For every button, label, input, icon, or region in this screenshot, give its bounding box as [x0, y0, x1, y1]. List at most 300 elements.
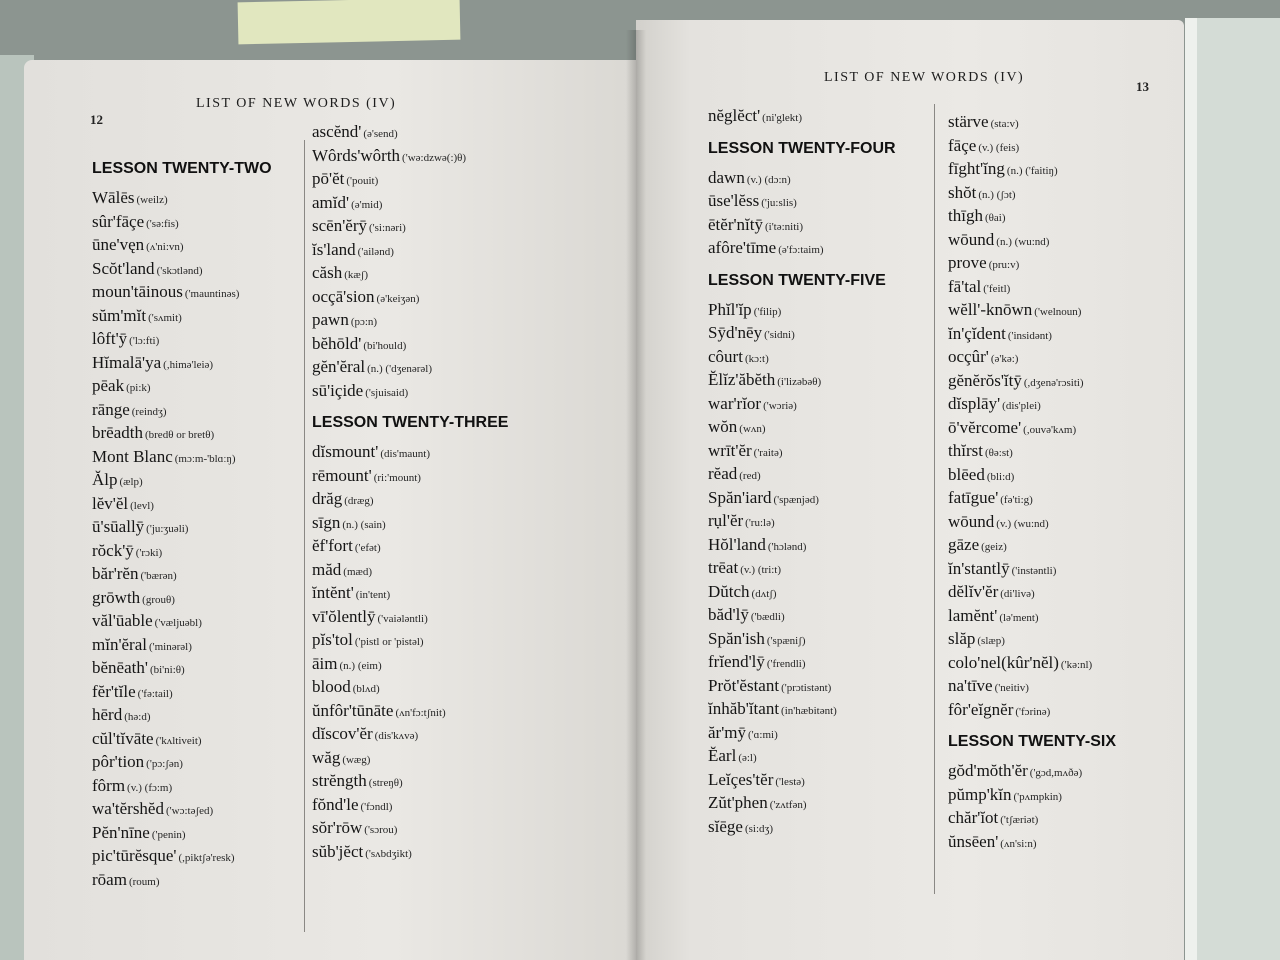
- vocab-word: ŭnsēen': [948, 831, 999, 851]
- vocab-word: pō'ĕt: [312, 169, 345, 188]
- vocab-entry: [948, 698, 1116, 722]
- pronunciation: ('sə:fis): [146, 217, 179, 230]
- word-column: [312, 120, 508, 863]
- vocab-entry: [948, 298, 1116, 322]
- vocab-entry: [312, 558, 508, 582]
- vocab-entry: [312, 816, 508, 840]
- column-rule: [304, 140, 305, 932]
- vocab-word: āim: [312, 653, 338, 673]
- pronunciation: (v.) (fɔ:m): [127, 781, 173, 794]
- pronunciation: ('minərəl): [148, 640, 192, 653]
- vocab-word: ĭnhăb'ĭtant: [708, 699, 780, 718]
- lesson-heading: LESSON TWENTY-SIX: [948, 733, 1117, 750]
- pronunciation: (fə'ti:g): [1000, 494, 1033, 506]
- pronunciation: (n.) (ʃɔt): [978, 188, 1016, 201]
- vocab-word: wrīt'ĕr: [708, 440, 752, 460]
- pronunciation: (bli:d): [986, 470, 1015, 483]
- vocab-entry: [92, 186, 272, 210]
- vocab-entry: [92, 750, 272, 774]
- pronunciation: ('prɔtistənt): [781, 681, 832, 694]
- vocab-word: Wôrds'wôrth: [312, 145, 401, 165]
- pronunciation: ('pistl or 'pistəl): [354, 636, 424, 648]
- pronunciation: (roum): [128, 875, 160, 888]
- vocab-entry: [708, 298, 896, 322]
- vocab-entry: [312, 652, 508, 676]
- vocab-word: Leĭçes'tĕr: [708, 769, 774, 789]
- vocab-entry: [948, 510, 1116, 534]
- pronunciation: (ʌn'fɔ:tʃnit): [395, 706, 446, 719]
- pronunciation: (ʌ'ni:vn): [146, 241, 184, 253]
- vocab-entry: [312, 261, 508, 285]
- vocab-entry: [312, 167, 508, 191]
- pronunciation: (levl): [130, 499, 154, 512]
- pronunciation: ('ɑ:mi): [748, 728, 778, 741]
- pronunciation: ('wə:dzwə(:)θ): [402, 151, 467, 164]
- vocab-word: gĕn'ĕral: [312, 357, 366, 376]
- vocab-entry: [708, 556, 896, 580]
- vocab-entry: [312, 840, 508, 864]
- vocab-entry: [948, 486, 1116, 510]
- vocab-word: sûr'fāçe: [92, 211, 145, 231]
- vocab-word: mĭn'ĕral: [92, 634, 147, 654]
- vocab-word: gĕnĕrŏs'ĭtȳ: [948, 370, 1022, 390]
- vocab-entry: [948, 557, 1116, 581]
- vocab-word: căsh: [312, 263, 343, 282]
- pronunciation: (in'tent): [355, 589, 391, 601]
- vocab-word: blēed: [948, 464, 985, 484]
- vocab-word: fīght'ĭng: [948, 159, 1005, 178]
- pronunciation: (n.) ('dʒenərəl): [367, 363, 432, 375]
- pronunciation: (si:dʒ): [744, 822, 774, 835]
- vocab-entry: [708, 166, 896, 190]
- vocab-entry: [708, 392, 896, 416]
- pronunciation: (lə'ment): [999, 611, 1039, 624]
- vocab-entry: [92, 280, 272, 304]
- vocab-word: ūne'vęn: [92, 235, 145, 254]
- right-page: [636, 20, 1184, 960]
- right-book-cover: [1185, 18, 1280, 960]
- pronunciation: (geiz): [981, 541, 1007, 553]
- vocab-word: moun'tāinous: [92, 282, 183, 301]
- pronunciation: ('raitə): [753, 446, 783, 459]
- vocab-word: nĕglĕct': [708, 106, 761, 125]
- vocab-entry: [948, 439, 1116, 463]
- pronunciation: ('pouit): [346, 175, 379, 187]
- pronunciation: (i'tə:niti): [764, 220, 804, 233]
- vocab-entry: [948, 204, 1116, 228]
- vocab-word: drăg: [312, 489, 343, 508]
- pronunciation: ('tʃæriət): [1000, 814, 1039, 826]
- vocab-word: scēn'ĕrȳ: [312, 216, 367, 235]
- pronunciation: (kæʃ): [344, 269, 369, 281]
- vocab-entry: [312, 238, 508, 262]
- vocab-word: Spăn'iard: [708, 487, 772, 507]
- pronunciation: ('kə:nl): [1060, 658, 1093, 671]
- vocab-entry: [312, 214, 508, 238]
- vocab-word: brēadth: [92, 423, 143, 442]
- pronunciation: (hə:d): [124, 711, 151, 723]
- running-head: LIST OF NEW WORDS (IV): [196, 96, 397, 111]
- vocab-entry: [708, 533, 896, 557]
- vocab-entry: [708, 321, 896, 345]
- vocab-entry: [92, 821, 272, 845]
- vocab-word: ascĕnd': [312, 122, 362, 141]
- vocab-word: slăp: [948, 629, 976, 648]
- vocab-entry: [948, 110, 1116, 134]
- vocab-entry: [708, 104, 896, 128]
- vocab-word: Wālēs: [92, 188, 135, 207]
- pronunciation: ('spænjəd): [773, 493, 819, 506]
- pronunciation: (θə:st): [984, 447, 1013, 459]
- vocab-word: fatīgue': [948, 488, 999, 507]
- vocab-entry: [708, 509, 896, 533]
- vocab-entry: [948, 627, 1116, 651]
- vocab-entry: [92, 727, 272, 751]
- vocab-word: Hŏl'land: [708, 534, 766, 554]
- vocab-word: ŭnfôr'tūnāte: [312, 700, 394, 720]
- vocab-word: rōam: [92, 869, 127, 889]
- vocab-word: Spăn'ish: [708, 628, 765, 648]
- vocab-word: Ălp: [92, 470, 118, 489]
- vocab-entry: [312, 191, 508, 215]
- vocab-word: Phĭl'ĭp: [708, 299, 752, 319]
- pronunciation: (ə'kə:): [990, 353, 1019, 365]
- vocab-word: sŭb'jĕct: [312, 841, 364, 861]
- vocab-entry: [708, 744, 896, 768]
- vocab-word: pôr'tion: [92, 752, 145, 771]
- vocab-word: bĕhōld': [312, 333, 362, 353]
- vocab-word: pawn: [312, 310, 349, 329]
- pronunciation: ('fɔndl): [360, 800, 393, 813]
- vocab-entry: [948, 651, 1116, 675]
- vocab-word: dĭsmount': [312, 442, 379, 461]
- vocab-entry: [948, 134, 1116, 158]
- vocab-word: dawn: [708, 167, 745, 187]
- vocab-entry: [92, 351, 272, 375]
- vocab-entry: [92, 421, 272, 445]
- pronunciation: (dis'kʌvə): [374, 730, 419, 742]
- vocab-entry: [948, 674, 1116, 698]
- vocab-entry: [948, 392, 1116, 416]
- vocab-entry: [708, 627, 896, 651]
- vocab-entry: [92, 633, 272, 657]
- vocab-word: fôr'eĭgnĕr: [948, 699, 1014, 719]
- vocab-word: dĭsplāy': [948, 394, 1001, 413]
- vocab-word: ĭs'land: [312, 239, 356, 259]
- vocab-entry: [92, 586, 272, 610]
- vocab-word: amĭd': [312, 192, 350, 212]
- vocab-word: rĕad: [708, 464, 738, 483]
- vocab-entry: [92, 233, 272, 257]
- vocab-word: fôrm: [92, 775, 126, 795]
- vocab-entry: [948, 533, 1116, 557]
- vocab-entry: [312, 308, 508, 332]
- vocab-entry: [948, 345, 1116, 369]
- vocab-entry: [92, 210, 272, 234]
- vocab-entry: [948, 416, 1116, 440]
- vocab-word: prove: [948, 253, 987, 272]
- vocab-word: sĭēge: [708, 816, 743, 836]
- pronunciation: (,ouvə'kʌm): [1023, 423, 1077, 436]
- pronunciation: ('penin): [151, 828, 186, 841]
- word-column: [708, 104, 896, 838]
- vocab-word: wĕll'-knōwn: [948, 300, 1033, 319]
- vocab-word: Scŏt'land: [92, 258, 155, 278]
- pronunciation: (dis'plei): [1002, 400, 1041, 412]
- pronunciation: ('sʌbdʒikt): [365, 847, 412, 860]
- pronunciation: (,himə'leiə): [163, 358, 214, 371]
- pronunciation: ('welnoun): [1034, 306, 1082, 318]
- pronunciation: (in'hæbitənt): [781, 705, 837, 717]
- pronunciation: (bi'hould): [363, 339, 407, 352]
- pronunciation: (bredθ or bretθ): [144, 429, 215, 441]
- vocab-entry: [948, 251, 1116, 275]
- vocab-entry: [312, 355, 508, 379]
- vocab-entry: [92, 539, 272, 563]
- pronunciation: (reindʒ): [131, 405, 167, 418]
- page-number: 13: [1136, 79, 1149, 94]
- pronunciation: (wʌn): [739, 423, 766, 435]
- pronunciation: ('ailənd): [357, 245, 394, 258]
- pronunciation: ('skɔtlənd): [156, 264, 203, 277]
- pronunciation: (di'livə): [1000, 588, 1035, 600]
- vocab-entry: [948, 783, 1116, 807]
- vocab-word: măd: [312, 559, 342, 579]
- vocab-entry: [948, 322, 1116, 346]
- vocab-entry: [92, 327, 272, 351]
- pronunciation: (slæp): [977, 635, 1005, 647]
- vocab-word: sū'içide: [312, 380, 364, 400]
- pronunciation: ('bædli): [750, 611, 785, 623]
- pronunciation: ('væljuəbl): [154, 617, 202, 629]
- vocab-entry: [708, 345, 896, 369]
- vocab-word: pŭmp'kĭn: [948, 784, 1012, 804]
- vocab-entry: [312, 605, 508, 629]
- pronunciation: (mæd): [343, 565, 373, 578]
- vocab-word: rụl'ĕr: [708, 511, 744, 530]
- vocab-word: pic'tūrĕsque': [92, 846, 177, 865]
- pronunciation: (red): [739, 470, 761, 482]
- left-page: [24, 60, 636, 960]
- pronunciation: ('sidni): [764, 329, 795, 341]
- vocab-word: Hĭmalā'ya: [92, 352, 162, 372]
- vocab-entry: [312, 379, 508, 403]
- vocab-entry: [708, 650, 896, 674]
- pronunciation: ('si:nəri): [368, 222, 406, 234]
- vocab-entry: [948, 275, 1116, 299]
- pronunciation: (n.) (eim): [339, 659, 382, 672]
- vocab-entry: [708, 415, 896, 439]
- vocab-entry: [312, 511, 508, 535]
- pronunciation: ('zʌtfən): [769, 799, 807, 811]
- pronunciation: (blʌd): [352, 683, 380, 695]
- vocab-word: Sȳd'nēy: [708, 323, 763, 342]
- pronunciation: ('lestə): [775, 775, 805, 788]
- vocab-word: ocçûr': [948, 347, 989, 366]
- pronunciation: (n.) ('faitiŋ): [1006, 165, 1058, 177]
- vocab-entry: [312, 534, 508, 558]
- vocab-word: bĕnēath': [92, 658, 148, 677]
- pronunciation: (bi'ni:θ): [149, 664, 185, 676]
- pronunciation: (v.) (feis): [978, 141, 1020, 154]
- vocab-entry: [92, 562, 272, 586]
- vocab-word: sŏr'rōw: [312, 818, 363, 837]
- pronunciation: ('sjuisaid): [365, 386, 409, 399]
- vocab-word: strĕngth: [312, 771, 367, 790]
- vocab-entry: [708, 697, 896, 721]
- pronunciation: (pɔ:n): [350, 316, 378, 328]
- sticky-note: [238, 0, 461, 44]
- pronunciation: ('filip): [753, 305, 782, 318]
- pronunciation: ('fɔrinə): [1015, 705, 1051, 718]
- vocab-word: gāze: [948, 535, 980, 554]
- vocab-entry: [708, 462, 896, 486]
- pronunciation: (i'lizəbəθ): [777, 376, 822, 388]
- pronunciation: ('hɔlənd): [767, 540, 807, 553]
- pronunciation: ('rɔki): [135, 546, 163, 559]
- vocab-entry: [92, 492, 272, 516]
- pronunciation: ('neitiv): [994, 682, 1029, 694]
- vocab-entry: [92, 257, 272, 281]
- pronunciation: ('gɔd,mʌðə): [1029, 767, 1083, 779]
- pronunciation: (ri:'mount): [373, 471, 421, 484]
- lesson-heading: LESSON TWENTY-THREE: [312, 414, 509, 431]
- vocab-word: lamĕnt': [948, 605, 998, 625]
- pronunciation: (v.) (dɔ:n): [746, 173, 791, 186]
- vocab-word: thīgh: [948, 206, 983, 225]
- vocab-word: na'tīve: [948, 676, 993, 695]
- pronunciation: (n.) (wu:nd): [996, 235, 1050, 248]
- pronunciation: ('wɔ:təʃed): [165, 805, 214, 817]
- vocab-word: fŏnd'le: [312, 794, 359, 814]
- vocab-word: grōwth: [92, 587, 141, 607]
- vocab-entry: [948, 759, 1116, 783]
- vocab-entry: [312, 144, 508, 168]
- vocab-word: Ĕarl: [708, 746, 737, 765]
- vocab-word: wōund: [948, 511, 995, 531]
- vocab-entry: [708, 439, 896, 463]
- vocab-entry: [948, 806, 1116, 830]
- pronunciation: ('fə:tail): [137, 687, 173, 700]
- vocab-word: Zŭt'phen: [708, 793, 768, 812]
- vocab-word: dĕlĭv'ĕr: [948, 582, 999, 601]
- vocab-entry: [948, 369, 1116, 393]
- vocab-word: pĭs'tol: [312, 630, 353, 649]
- vocab-entry: [92, 515, 272, 539]
- vocab-word: băd'lȳ: [708, 605, 749, 624]
- vocab-entry: [948, 181, 1116, 205]
- vocab-entry: [92, 656, 272, 680]
- pronunciation: ('ju:ʒuəli): [146, 523, 189, 535]
- vocab-word: wa'tĕrshĕd: [92, 799, 164, 818]
- vocab-entry: [708, 580, 896, 604]
- vocab-entry: [312, 120, 508, 144]
- vocab-word: sīgn: [312, 512, 341, 532]
- pronunciation: ('feitl): [983, 282, 1011, 295]
- pronunciation: (v.) (tri:t): [740, 564, 782, 576]
- vocab-word: ētĕr'nĭtȳ: [708, 214, 763, 234]
- vocab-entry: [312, 769, 508, 793]
- running-head: LIST OF NEW WORDS (IV): [824, 70, 1025, 85]
- vocab-entry: [948, 604, 1116, 628]
- vocab-entry: [312, 464, 508, 488]
- vocab-word: blood: [312, 677, 351, 696]
- vocab-word: băr'rĕn: [92, 564, 139, 583]
- pronunciation: ('lɔ:fti): [129, 335, 160, 347]
- vocab-entry: [708, 213, 896, 237]
- pronunciation: (sta:v): [990, 118, 1019, 130]
- pronunciation: ('frendli): [766, 658, 806, 670]
- vocab-entry: [92, 468, 272, 492]
- vocab-word: Prŏt'ĕstant: [708, 675, 780, 695]
- vocab-entry: [948, 157, 1116, 181]
- vocab-word: ūse'lĕss: [708, 191, 760, 210]
- vocab-word: fĕr'tĭle: [92, 681, 136, 701]
- pronunciation: ('instəntli): [1011, 564, 1057, 577]
- vocab-word: stärve: [948, 112, 989, 131]
- vocab-entry: [708, 189, 896, 213]
- vocab-word: rēmount': [312, 465, 372, 485]
- pronunciation: ('insidənt): [1007, 329, 1052, 342]
- lesson-heading: LESSON TWENTY-FIVE: [708, 271, 886, 289]
- vocab-word: ĭn'çĭdent: [948, 323, 1006, 343]
- pronunciation: (θai): [984, 212, 1006, 224]
- vocab-word: ăr'mȳ: [708, 722, 746, 742]
- column-rule: [934, 104, 935, 894]
- vocab-entry: [312, 440, 508, 464]
- pronunciation: (,piktʃə'resk): [178, 852, 235, 864]
- vocab-word: sŭm'mĭt: [92, 305, 147, 325]
- vocab-word: Pĕn'nīne: [92, 822, 150, 842]
- pronunciation: (kɔ:t): [744, 352, 769, 365]
- pronunciation: ('vaiələntli): [377, 612, 428, 625]
- pronunciation: ('kʌltiveit): [155, 734, 202, 747]
- pronunciation: (mɔːm-'blɑːŋ): [174, 452, 236, 465]
- pronunciation: (ə'fɔ:taim): [778, 244, 824, 256]
- pronunciation: (grouθ): [142, 593, 175, 606]
- vocab-word: fāçe: [948, 135, 977, 155]
- pronunciation: (wæg): [342, 753, 371, 766]
- pronunciation: (ʌn'si:n): [1000, 837, 1037, 850]
- vocab-entry: [92, 868, 272, 892]
- vocab-entry: [92, 680, 272, 704]
- vocab-word: trēat: [708, 558, 739, 577]
- vocab-entry: [708, 791, 896, 815]
- vocab-entry: [312, 793, 508, 817]
- pronunciation: ('pɔ:ʃən): [146, 758, 183, 770]
- pronunciation: (ə'send): [363, 128, 398, 140]
- pronunciation: (,dʒenə'rɔsiti): [1023, 376, 1084, 389]
- pronunciation: (pru:v): [988, 259, 1020, 271]
- vocab-word: văl'ūable: [92, 611, 153, 630]
- vocab-entry: [92, 304, 272, 328]
- vocab-word: cŭl'tĭvāte: [92, 728, 154, 748]
- vocab-entry: [312, 628, 508, 652]
- vocab-word: war'rĭor: [708, 393, 762, 413]
- vocab-entry: [708, 674, 896, 698]
- pronunciation: ('ju:slis): [761, 197, 797, 209]
- vocab-entry: [312, 332, 508, 356]
- vocab-word: ĭn'stantlȳ: [948, 558, 1010, 578]
- pronunciation: ('efət): [354, 542, 381, 554]
- pronunciation: (ə:l): [738, 752, 757, 764]
- vocab-word: thĭrst: [948, 441, 983, 460]
- vocab-word: Dŭtch: [708, 581, 750, 601]
- pronunciation: ('sʌmit): [148, 311, 182, 324]
- vocab-word: rānge: [92, 399, 130, 419]
- vocab-entry: [708, 768, 896, 792]
- pronunciation: (ə'mid): [351, 198, 383, 211]
